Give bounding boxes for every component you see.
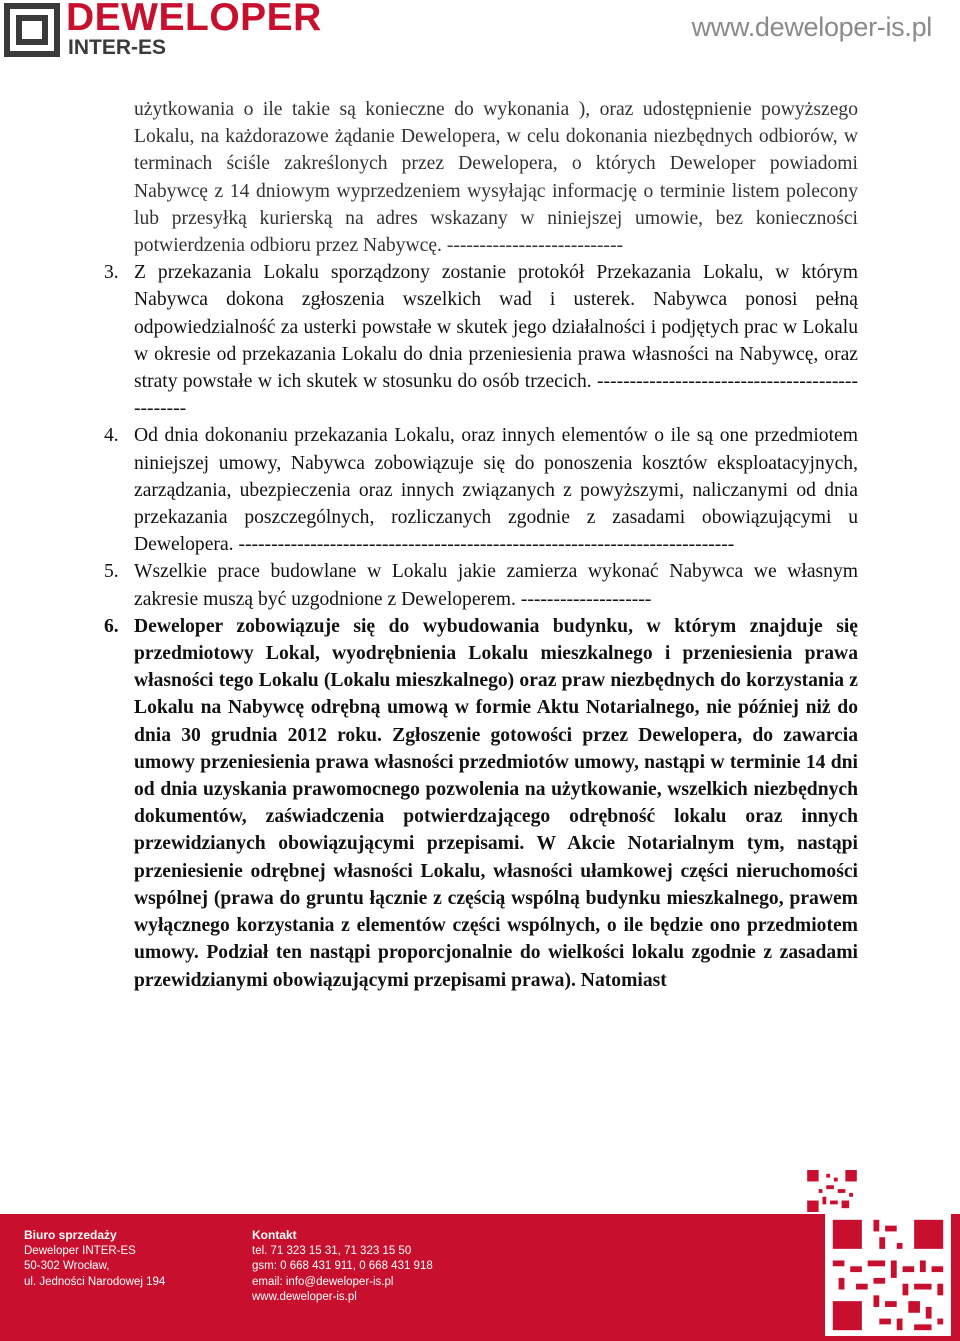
list-item-6 — [0, 613, 960, 994]
page-footer — [0, 1214, 960, 1341]
contact-phone: tel. 71 323 15 31, 71 323 15 50 — [252, 1244, 412, 1257]
logo-building-icon — [4, 3, 60, 57]
brand-subtitle: INTER-ES — [68, 36, 167, 59]
item-number: 6. — [104, 615, 119, 637]
contact-email[interactable]: email: info@deweloper-is.pl — [252, 1275, 394, 1288]
list-item-3 — [0, 259, 960, 422]
list-item-4 — [0, 422, 960, 558]
item-text: Deweloper zobowiązuje się do wybudowania budynku, w którym znajduje się przedmiotowy Lokal, wyodrębnienia Lokalu mieszkalnego i przeniesienia prawa własności tego Lokalu (Lokalu mieszkalnego) oraz praw niezbędnych do korzystania z Lokalu na Nabywcę odrębną umową w formie Aktu Notarialnego, nie później niż do dnia 30 grudnia 2012 roku. Zgłoszenie gotowości przez Dewelopera, do zawarcia umowy przeniesienia prawa własności przedmiotów umowy, nastąpi w terminie 14 dni od dnia uzyskania prawomocnego pozwolenia na użytkowanie, wszelkich niezbędnych dokumentów, zaświadczenia potwierdzającego odrębność lokalu oraz innych przewidzianych obowiązującymi przepisami. W Akcie Notarialnym tym, nastąpi przeniesienie odrębnej własności Lokalu, własności ułamkowej części nieruchomości wspólnej (prawa do gruntu łącznie z częścią wspólną budynku mieszkalnego, prawem wyłącznego korzystania z elementów części wspólnych, o ile będzie ono przedmiotem umowy. Podział ten nastąpi proporcjonalnie do wielkości lokalu zgodnie z zasadami przewidzianymi obowiązującymi przepisami prawa). Natomiast — [134, 615, 858, 991]
contact-title: Kontakt — [252, 1228, 297, 1242]
item-text: Od dnia dokonaniu przekazania Lokalu, oraz innych elementów o ile są one przedmiotem niniejszej umowy, Nabywca zobowiązuje się do ponoszenia kosztów eksploatacyjnych, zarządzania, ubezpieczenia oraz innych związanych z powyższymi, naliczanymi od dnia przekazania poszczególnych, rozliczanych zgodnie z zasadami obowiązującymi u Dewelopera. ---------------------------------------------------------------------------- — [134, 425, 858, 556]
item-number: 4. — [104, 425, 119, 447]
office-line: ul. Jedności Narodowej 194 — [24, 1275, 166, 1288]
contact-gsm: gsm: 0 668 431 911, 0 668 431 918 — [252, 1260, 433, 1272]
qr-code-icon — [806, 1170, 858, 1212]
list-item-5 — [0, 558, 960, 612]
qr-code-icon — [825, 1214, 951, 1336]
office-line: 50-302 Wrocław, — [24, 1260, 110, 1272]
document-body — [0, 96, 960, 994]
sales-office-block — [24, 1228, 165, 1290]
page-header — [0, 0, 960, 70]
item-text: Z przekazania Lokalu sporządzony zostanie protokół Przekazania Lokalu, w którym Nabywca dokona zgłoszenia wszelkich wad i usterek. Nabywca ponosi pełną odpowiedzialność za usterki powstałe w skutek jego działalności i podjętych prac w Lokalu w okresie od przekazania Lokalu do dnia przeniesienia prawa własności na Nabywcę, oraz straty powstałe w ich skutek w stosunku do osób trzecich. ------------------------------------------------ — [134, 262, 858, 420]
website-link[interactable]: www.deweloper-is.pl — [691, 12, 932, 42]
intro-paragraph: użytkowania o ile takie są konieczne do wykonania ), oraz udostępnienie powyższego Lokalu, na każdorazowe żądanie Dewelopera, w celu dokonania niezbędnych odbiorów, w terminach ściśle zakreślonych przez Dewelopera, o których Deweloper powiadomi Nabywcę z 14 dniowym wyprzedzeniem wysyłając informację o terminie listem polecony lub przesyłką kurierską na adres wskazany w niniejszej umowie, bez konieczności potwierdzenia odbioru przez Nabywcę. --------------------------- — [134, 99, 858, 257]
office-title: Biuro sprzedaży — [24, 1228, 117, 1242]
brand-name: DEWELOPER — [66, 0, 322, 39]
contact-website[interactable]: www.deweloper-is.pl — [252, 1291, 357, 1303]
office-line: Deweloper INTER-ES — [24, 1244, 136, 1257]
item-number: 5. — [104, 561, 119, 583]
item-number: 3. — [104, 262, 119, 284]
contact-block — [252, 1228, 433, 1306]
item-text: Wszelkie prace budowlane w Lokalu jakie zamierza wykonać Nabywca we własnym zakresie muszą być uzgodnione z Deweloperem. -------------------- — [134, 561, 858, 610]
